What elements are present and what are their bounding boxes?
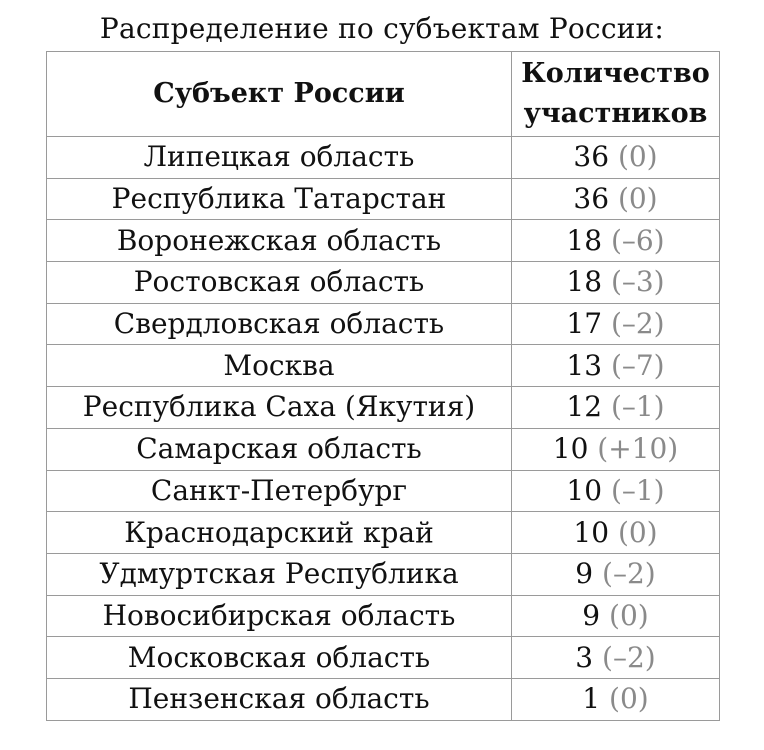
- table-row: [47, 428, 720, 470]
- table-row: [47, 637, 720, 679]
- participant-count: 9: [575, 557, 594, 591]
- table-row: [47, 345, 720, 387]
- table-row: [47, 137, 720, 179]
- participant-count: 1: [582, 682, 601, 716]
- count-change: (–7): [610, 348, 665, 382]
- region-cell: Республика Саха (Якутия): [47, 387, 512, 429]
- count-cell: [512, 553, 720, 595]
- count-change: (+10): [597, 432, 679, 466]
- participant-count: 18: [566, 265, 603, 299]
- count-cell: [512, 637, 720, 679]
- region-cell: Московская область: [47, 637, 512, 679]
- table-row: [47, 470, 720, 512]
- header-count-label: Количество участников: [521, 58, 710, 129]
- table-row: [47, 678, 720, 720]
- table-header-row: [47, 52, 720, 137]
- count-change: (–3): [610, 265, 665, 299]
- count-cell: [512, 428, 720, 470]
- count-cell: [512, 303, 720, 345]
- region-cell: Ростовская область: [47, 262, 512, 304]
- count-cell: [512, 220, 720, 262]
- header-count: [512, 52, 720, 137]
- table-caption: Распределение по субъектам России:: [99, 12, 665, 45]
- count-change: (–2): [602, 640, 656, 674]
- count-cell: [512, 595, 720, 637]
- count-change: (0): [617, 515, 658, 549]
- participant-count: 13: [566, 348, 603, 382]
- region-cell: Липецкая область: [47, 137, 512, 179]
- count-cell: [512, 345, 720, 387]
- header-region: Субъект России: [47, 52, 512, 137]
- participant-count: 9: [582, 598, 601, 632]
- region-cell: Москва: [47, 345, 512, 387]
- region-cell: Пензенская область: [47, 678, 512, 720]
- region-cell: Санкт-Петербург: [47, 470, 512, 512]
- participant-count: 3: [575, 640, 594, 674]
- table-row: [47, 387, 720, 429]
- region-cell: Самарская область: [47, 428, 512, 470]
- count-cell: [512, 678, 720, 720]
- count-change: (–2): [610, 307, 665, 341]
- table-row: [47, 303, 720, 345]
- table-row: [47, 553, 720, 595]
- count-cell: [512, 470, 720, 512]
- participant-count: 18: [566, 223, 603, 257]
- table-row: [47, 262, 720, 304]
- participant-count: 17: [566, 307, 603, 341]
- region-cell: Новосибирская область: [47, 595, 512, 637]
- region-cell: Воронежская область: [47, 220, 512, 262]
- count-change: (0): [617, 182, 658, 216]
- table-row: [47, 178, 720, 220]
- count-change: (–1): [610, 390, 665, 424]
- count-change: (0): [609, 682, 649, 716]
- count-cell: [512, 387, 720, 429]
- count-change: (0): [609, 598, 649, 632]
- region-cell: Республика Татарстан: [47, 178, 512, 220]
- region-cell: Удмуртская Республика: [47, 553, 512, 595]
- count-change: (–1): [610, 473, 665, 507]
- participant-count: 10: [566, 473, 603, 507]
- table-row: [47, 512, 720, 554]
- participant-count: 10: [552, 432, 589, 466]
- participant-count: 10: [573, 515, 610, 549]
- count-cell: [512, 178, 720, 220]
- participant-count: 36: [573, 182, 610, 216]
- count-change: (–6): [610, 223, 665, 257]
- regions-table: [46, 51, 720, 721]
- region-cell: Краснодарский край: [47, 512, 512, 554]
- count-change: (0): [617, 140, 658, 174]
- table-row: [47, 595, 720, 637]
- participant-count: 12: [566, 390, 603, 424]
- region-cell: Свердловская область: [47, 303, 512, 345]
- count-cell: [512, 512, 720, 554]
- count-cell: [512, 262, 720, 304]
- participant-count: 36: [573, 140, 610, 174]
- count-change: (–2): [602, 557, 656, 591]
- count-cell: [512, 137, 720, 179]
- table-row: [47, 220, 720, 262]
